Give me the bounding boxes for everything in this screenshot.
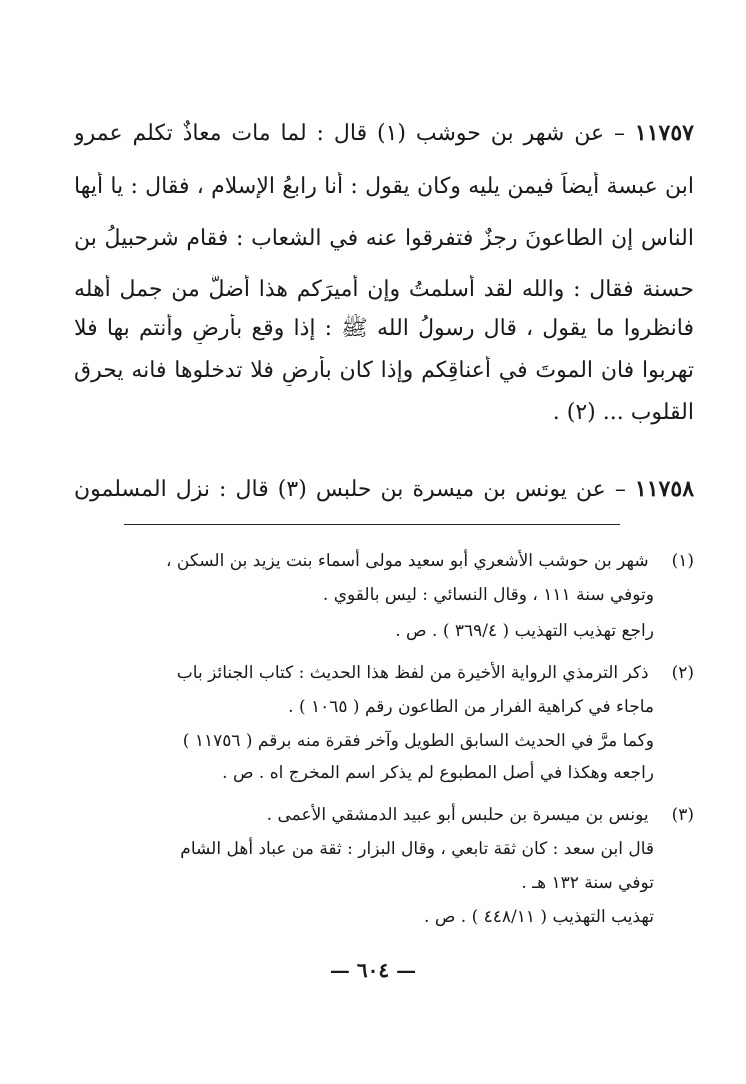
text-line — [74, 118, 694, 149]
footnote-marker: (١) — [671, 551, 694, 571]
text-line: القلوب ... (٢) . — [552, 400, 694, 425]
footnote-line — [54, 548, 694, 574]
footnote-text: شهر بن حوشب الأشعري أبو سعيد مولى أسماء بنت يزيد بن السكن ، — [166, 551, 649, 571]
footnote-line: وكما مرَّ في الحديث السابق الطويل وآخر فقرة منه برقم ( ١١٧٥٦ ) — [182, 731, 654, 751]
footnote-line: توفي سنة ١٣٢ هـ . — [521, 873, 654, 893]
text-line: الناس إن الطاعونَ رجزٌ فتفرقوا عنه في الشعاب : فقام شرحبيلُ بن — [74, 226, 694, 251]
hadith-number: ١١٧٥٧ — [634, 120, 694, 146]
footnote-line: وتوفي سنة ١١١ ، وقال النسائي : ليس بالقوي . — [322, 585, 654, 605]
text-line: فانظروا ما يقول ، قال رسولُ الله ﷺ : إذا وقع بأرضٍ وأنتم بها فلا — [74, 316, 694, 341]
text-line: تهربوا فان الموتَ في أعناقِكم وإذا كان بأرضٍ فلا تدخلوها فانه يحرق — [74, 358, 694, 383]
footnote-line — [54, 802, 694, 828]
footnote-marker: (٣) — [671, 805, 694, 825]
footnote-line: راجعه وهكذا في أصل المطبوع لم يذكر اسم المخرج اه . ص . — [222, 763, 654, 783]
text-line: حسنة فقال : والله لقد أسلمتُ وإن أميرَكم هذا أضلُّ من جمل أهله — [74, 277, 694, 302]
footnote-marker: (٢) — [671, 663, 694, 683]
footnote-text: يونس بن ميسرة بن حلبس أبو عبيد الدمشقي الأعمى . — [266, 805, 649, 825]
footnote-line: تهذيب التهذيب ( ٤٤٨/١١ ) . ص . — [424, 907, 654, 927]
footnote-line: قال ابن سعد : كان ثقة تابعي ، وقال البزار : ثقة من عباد أهل الشام — [180, 839, 654, 859]
footnote-line: راجع تهذيب التهذيب ( ٣٦٩/٤ ) . ص . — [395, 621, 654, 641]
page-number: — ٦٠٤ — — [329, 958, 417, 982]
footnote-text: ذكر الترمذي الرواية الأخيرة من لفظ هذا الحديث : كتاب الجنائز باب — [176, 663, 649, 683]
text-line-content: – عن يونس بن ميسرة بن حلبس (٣) قال : نزل المسلمون — [74, 477, 626, 502]
text-line — [74, 474, 694, 505]
text-line-content: – عن شهر بن حوشب (١) قال : لما مات معاذٌ تكلم عمرو — [74, 121, 625, 146]
text-line: ابن عبسة أيضاً فيمن يليه وكان يقول : أنا رابعُ الإسلام ، فقال : يا أيها — [74, 174, 694, 199]
footnote-line: ماجاء في كراهية الفرار من الطاعون رقم ( ١٠٦٥ ) . — [288, 697, 654, 717]
footnote-line — [54, 660, 694, 686]
hadith-number: ١١٧٥٨ — [634, 476, 694, 502]
footnote-separator — [124, 524, 620, 525]
